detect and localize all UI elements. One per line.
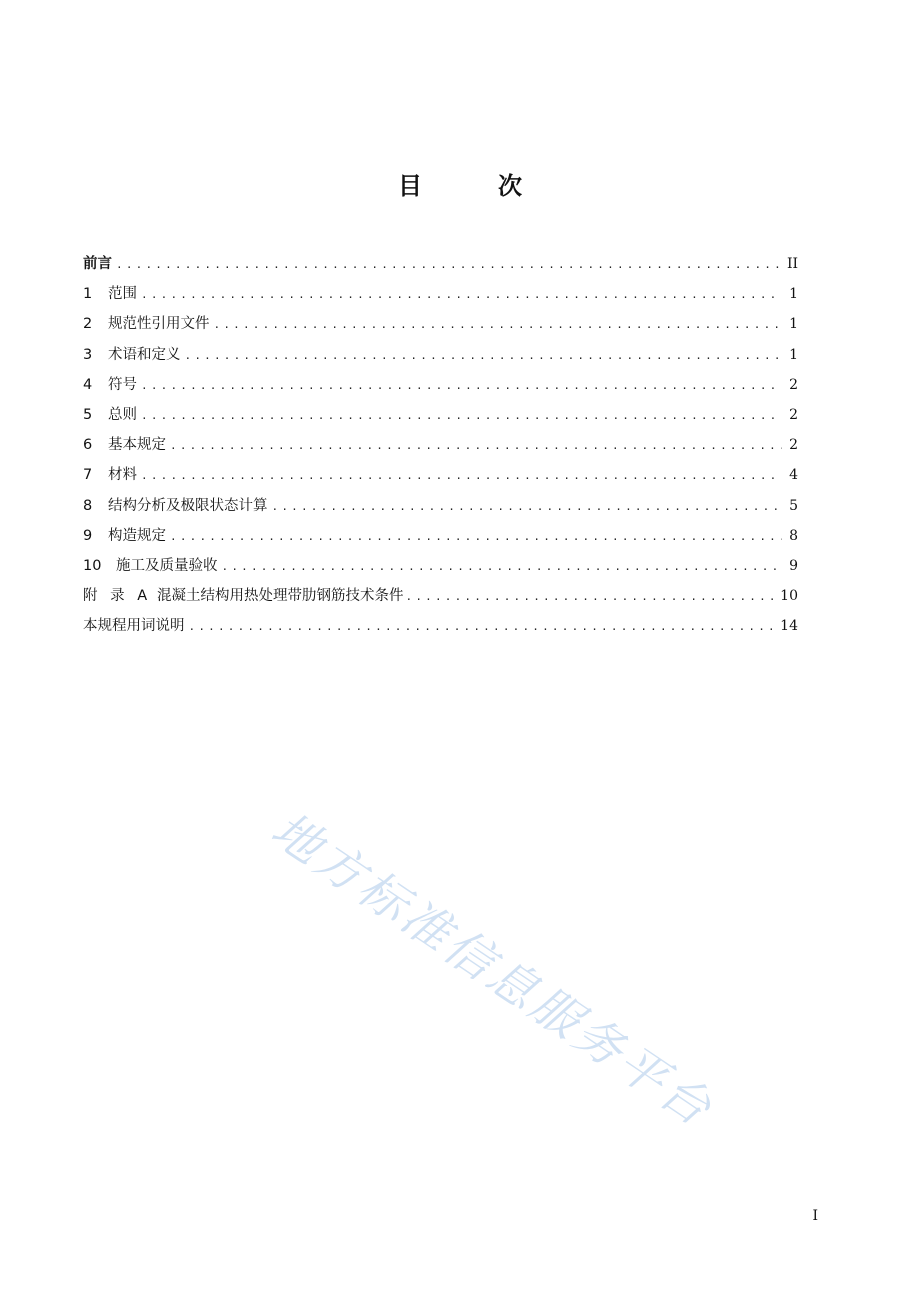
toc-entry-page: 9: [789, 557, 798, 574]
toc-entry-label: 范围: [108, 286, 137, 303]
toc-leader-dots: [214, 318, 783, 331]
toc-entry-construction-acceptance[interactable]: [83, 554, 798, 584]
toc-entry-label: 基本规定: [108, 437, 166, 454]
toc-entry-page: 14: [780, 618, 798, 635]
toc-entry-appendix-a[interactable]: [83, 584, 798, 614]
toc-entry-number: 附 录 A: [83, 588, 152, 605]
toc-entry-number: 10: [83, 557, 102, 574]
toc-leader-dots: [116, 258, 782, 271]
toc-entry-label: 规范性引用文件: [108, 316, 210, 333]
toc-leader-dots: [141, 379, 782, 392]
toc-entry-page: II: [786, 256, 798, 272]
toc-entry-page: 8: [789, 527, 798, 544]
toc-entry-number: 5: [83, 406, 93, 423]
toc-entry-label: 总则: [108, 406, 137, 423]
toc-entry-number: 8: [83, 497, 93, 514]
toc-entry-page: 2: [789, 406, 798, 423]
toc-entry-materials[interactable]: [83, 463, 798, 493]
toc-entry-label: 符号: [108, 376, 137, 393]
toc-entry-page: 2: [789, 437, 798, 454]
toc-entry-page: 10: [780, 588, 798, 605]
toc-entry-page: 2: [789, 376, 798, 393]
toc-entry-wording-explanation[interactable]: [83, 614, 798, 644]
toc-entry-scope[interactable]: [83, 282, 798, 312]
toc-entry-page: 1: [789, 346, 798, 363]
toc-entry-label: 术语和定义: [108, 346, 181, 363]
toc-entry-number: 3: [83, 346, 93, 363]
toc-entry-page: 1: [789, 316, 798, 333]
toc-entry-label: 构造规定: [108, 527, 166, 544]
toc-entry-label: 材料: [108, 467, 137, 484]
toc-leader-dots: [189, 620, 777, 633]
watermark: 地方标准信息服务平台: [261, 801, 724, 1139]
toc-entry-label: 结构分析及极限状态计算: [108, 497, 268, 514]
toc-entry-label: 本规程用词说明: [83, 618, 185, 635]
page-number: I: [812, 1208, 818, 1224]
toc-leader-dots: [406, 590, 777, 603]
toc-entry-page: 1: [789, 286, 798, 303]
toc-entry-number: 1: [83, 286, 93, 303]
toc-entry-label: 前言: [83, 256, 112, 272]
toc-entry-detailing[interactable]: [83, 524, 798, 554]
toc-entry-basic-requirements[interactable]: [83, 433, 798, 463]
table-of-contents: [83, 252, 798, 644]
toc-entry-number: 4: [83, 376, 93, 393]
toc-leader-dots: [170, 439, 782, 452]
toc-leader-dots: [222, 560, 783, 573]
toc-entry-structural-analysis[interactable]: [83, 494, 798, 524]
toc-leader-dots: [272, 500, 783, 513]
toc-entry-number: 2: [83, 316, 93, 333]
toc-entry-number: 6: [83, 437, 93, 454]
toc-entry-page: 4: [789, 467, 798, 484]
toc-entry-label: 施工及质量验收: [116, 557, 218, 574]
toc-entry-general[interactable]: [83, 403, 798, 433]
toc-leader-dots: [141, 409, 782, 422]
toc-entry-terms-definitions[interactable]: [83, 343, 798, 373]
toc-entry-page: 5: [789, 497, 798, 514]
page-title: 目 次: [398, 172, 548, 200]
toc-leader-dots: [170, 530, 782, 543]
toc-leader-dots: [141, 469, 782, 482]
toc-leader-dots: [141, 288, 782, 301]
toc-entry-normative-references[interactable]: [83, 312, 798, 342]
toc-entry-number: 9: [83, 527, 93, 544]
toc-entry-foreword[interactable]: [83, 252, 798, 282]
toc-leader-dots: [185, 349, 783, 362]
toc-entry-label: 混凝土结构用热处理带肋钢筋技术条件: [157, 588, 404, 605]
toc-entry-number: 7: [83, 467, 93, 484]
toc-entry-symbols[interactable]: [83, 373, 798, 403]
